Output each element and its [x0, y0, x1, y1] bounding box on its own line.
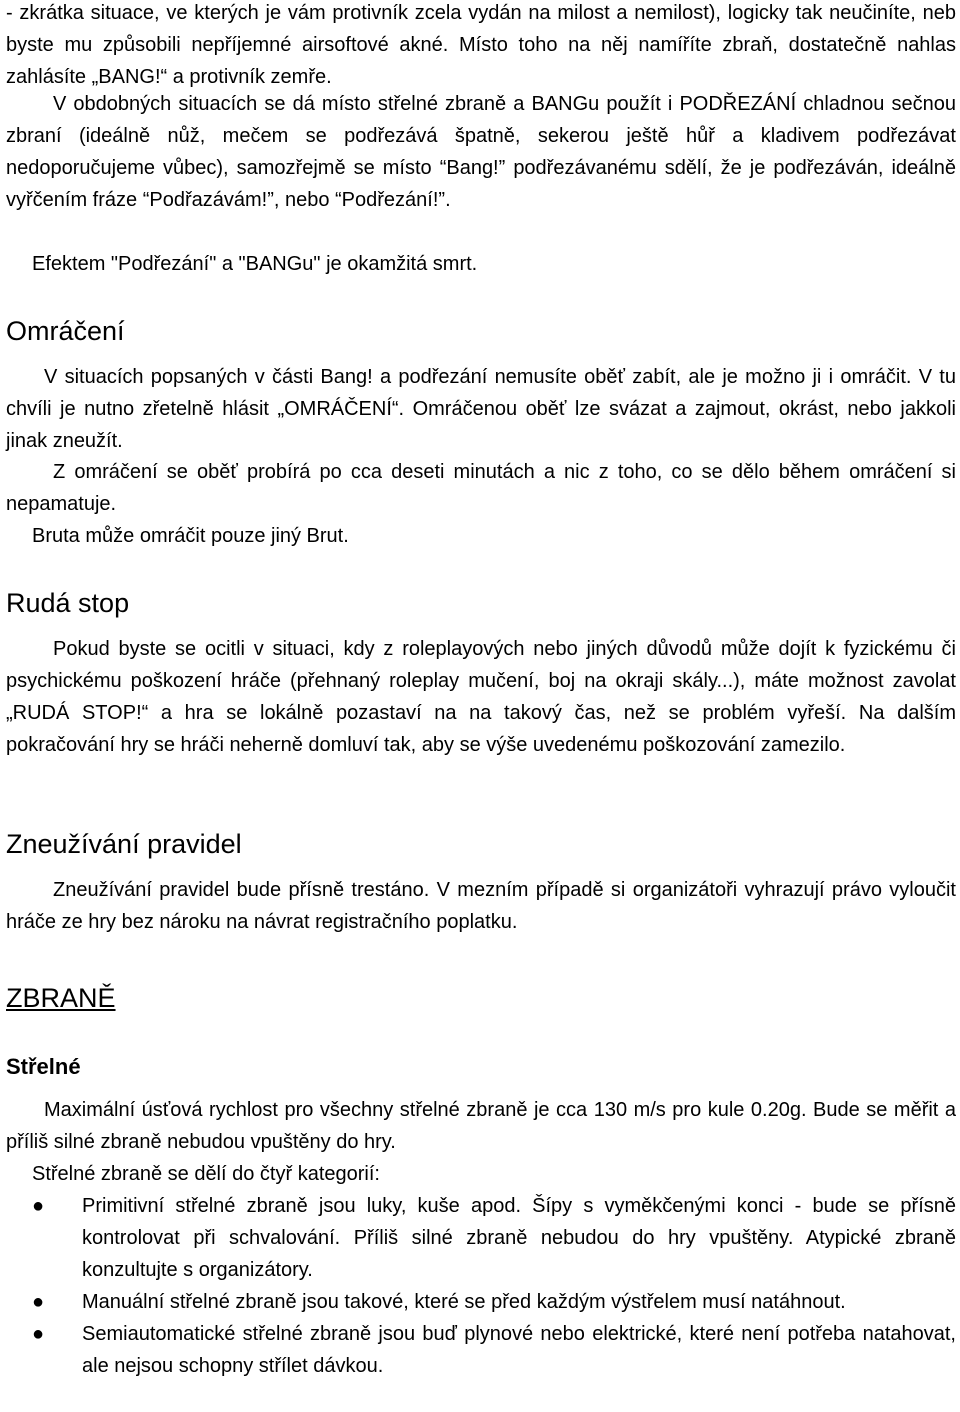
zneuzivani-paragraph: Zneužívání pravidel bude přísně trestáno. V mezním případě si organizátoři vyhrazují právo vyloučit hráče ze hry bez nároku na návrat registračního poplatku. — [6, 879, 956, 933]
podrezani-paragraph: V obdobných situacích se dá místo střelné zbraně a BANGu použít i PODŘEZÁNÍ chladnou sečnou zbraní (ideálně nůž, mečem se podřezává špatně, sekerou ještě hůř a kladivem podřezávat nedoporučujeme vůbec), samozřejmě se místo “Bang!” podřezávanému sdělí, že je podřezáván, ideálně vyřčením fráze “Podřazávám!”, nebo “Podřezání!”. — [6, 93, 956, 211]
section-heading-omraceni: Omráčení — [6, 316, 125, 346]
strelne-paragraph-2: Střelné zbraně se dělí do čtyř kategorií: — [32, 1163, 380, 1185]
list-item — [6, 1286, 956, 1318]
omraceni-paragraph-1: V situacích popsaných v části Bang! a podřezání nemusíte oběť zabít, ale je možno ji i omráčit. V tu chvíli je nutno zřetelně hlásit „OMRÁČENÍ“. Omráčenou oběť lze svázat a zajmout, okrást, nebo jakkoli jinak zneužít. — [6, 366, 956, 452]
section-heading-zbrane: ZBRANĚ — [6, 983, 116, 1013]
weapon-category-list — [6, 1190, 956, 1382]
section-heading-ruda-stop: Rudá stop — [6, 588, 130, 618]
bullet-icon: ● — [32, 1323, 45, 1345]
list-item — [6, 1190, 956, 1286]
intro-paragraph: - zkrátka situace, ve kterých je vám protivník zcela vydán na milost a nemilost), logicky tak neučiníte, neb byste mu způsobili nepříjemné airsoftové akné. Místo toho na něj namíříte zbraň, dostatečně nahlas zahlásíte „BANG!“ a protivník zemře. — [6, 2, 956, 88]
bullet-icon: ● — [32, 1291, 45, 1313]
list-item — [6, 1318, 956, 1382]
bullet-icon: ● — [32, 1195, 45, 1217]
list-item-text: Semiautomatické střelné zbraně jsou buď plynové nebo elektrické, které není potřeba natahovat, ale nejsou schopny střílet dávkou. — [82, 1323, 956, 1377]
section-heading-zneuzivani: Zneužívání pravidel — [6, 829, 242, 859]
omraceni-paragraph-3: Bruta může omráčit pouze jiný Brut. — [32, 525, 349, 547]
ruda-stop-paragraph: Pokud byste se ocitli v situaci, kdy z roleplayových nebo jiných důvodů může dojít k fyzickému či psychickému poškození hráče (přehnaný roleplay mučení, boj na okraji skály...), máte možnost zavolat „RUDÁ STOP!“ a hra se lokálně pozastaví na na takový čas, než se problém vyřeší. Na dalším pokračování hry se hráči neherně domluví tak, aby se výše uvedenému poškozování zamezilo. — [6, 638, 956, 756]
omraceni-paragraph-2: Z omráčení se oběť probírá po cca deseti minutách a nic z toho, co se dělo během omráčení si nepamatuje. — [6, 461, 956, 515]
list-item-text: Manuální střelné zbraně jsou takové, které se před každým výstřelem musí natáhnout. — [82, 1291, 846, 1313]
list-item-text: Primitivní střelné zbraně jsou luky, kuše apod. Šípy s vyměkčenými konci - bude se přísně kontrolovat při schvalování. Příliš silné zbraně nebudou do hry vpuštěny. Atypické zbraně konzultujte s organizátory. — [82, 1195, 956, 1281]
efekt-paragraph: Efektem "Podřezání" a "BANGu" je okamžitá smrt. — [32, 253, 478, 275]
strelne-paragraph-1: Maximální úsťová rychlost pro všechny střelné zbraně je cca 130 m/s pro kule 0.20g. Bude se měřit a příliš silné zbraně nebudou vpuštěny do hry. — [6, 1099, 956, 1153]
subsection-heading-strelne: Střelné — [6, 1054, 81, 1079]
